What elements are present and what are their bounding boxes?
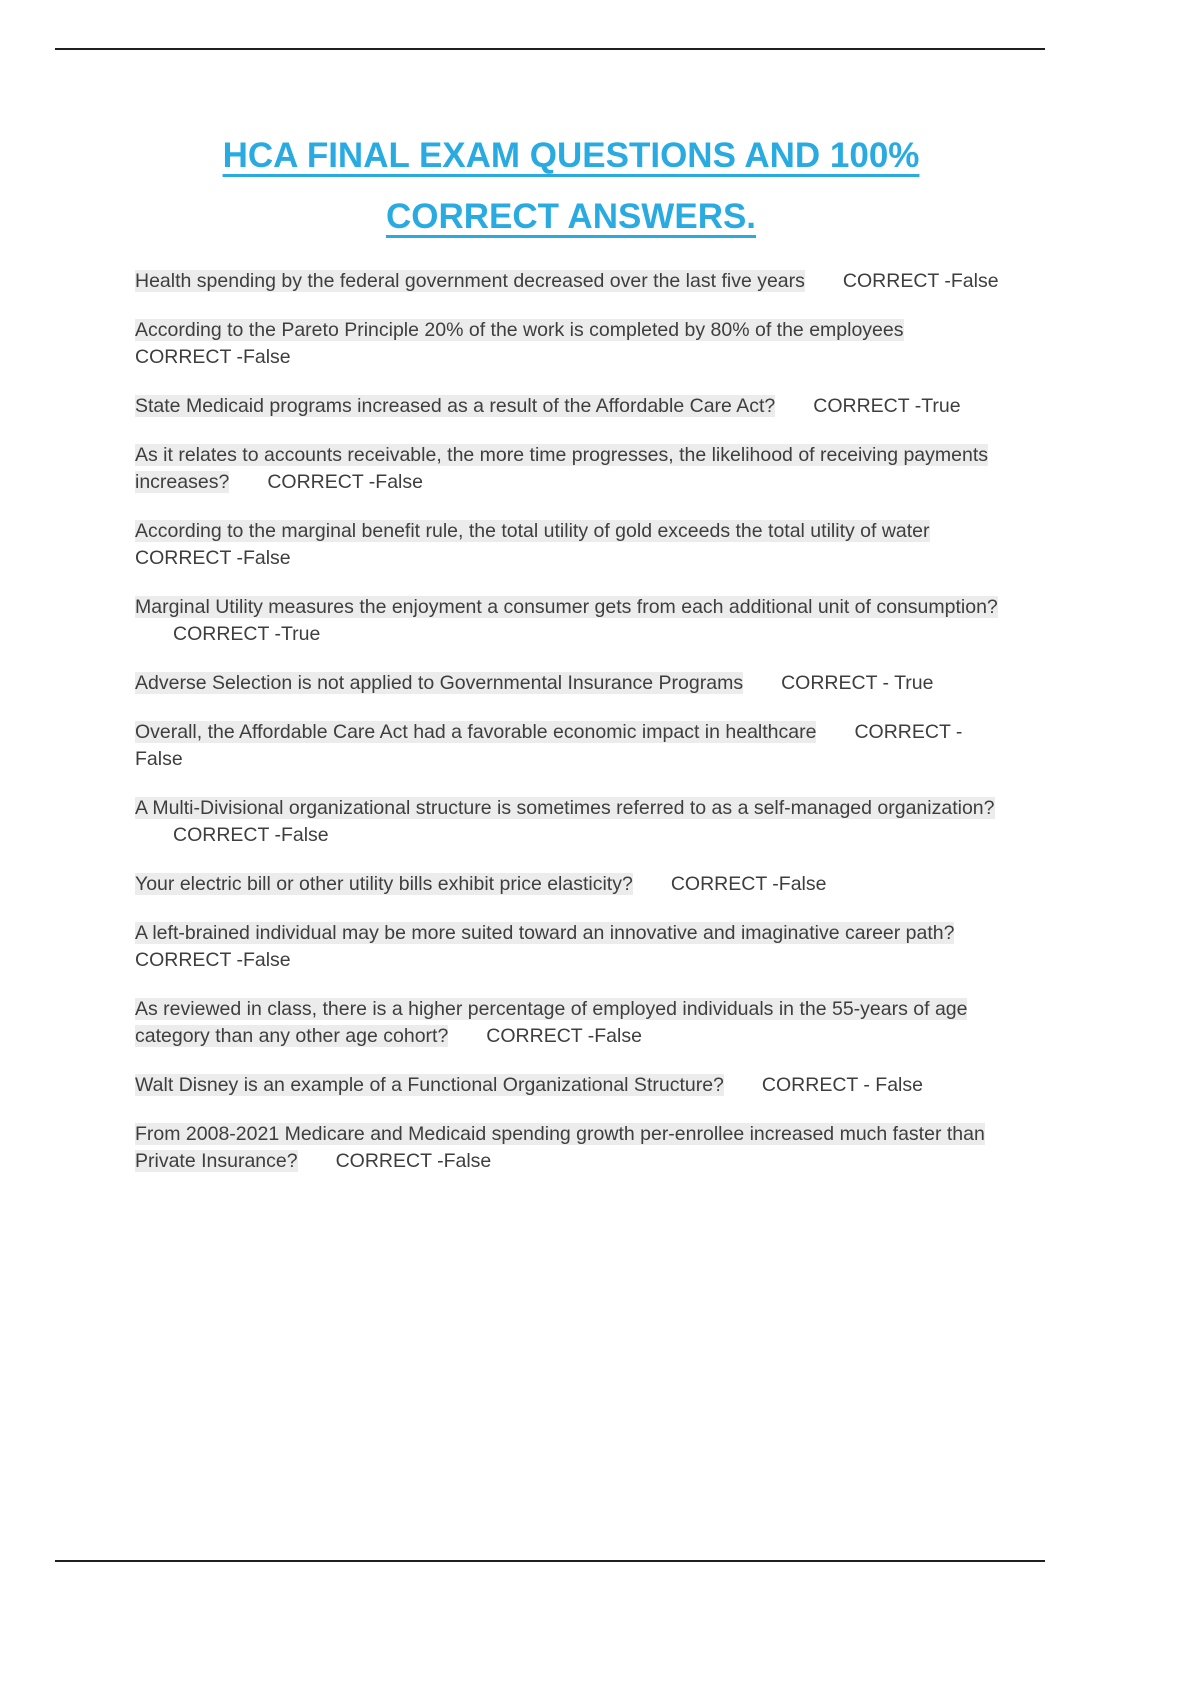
- footer-rule: [55, 1560, 1045, 1562]
- qa-list: [135, 268, 1007, 1175]
- question-text: A left-brained individual may be more suited toward an innovative and imaginative career path?: [135, 922, 955, 944]
- question-text: According to the marginal benefit rule, the total utility of gold exceeds the total utility of water: [135, 520, 930, 542]
- qa-item: [135, 795, 1007, 849]
- question-text: As reviewed in class, there is a higher percentage of employed individuals in the 55-years of age category than any other age cohort?: [135, 998, 968, 1047]
- qa-item: [135, 594, 1007, 648]
- qa-item: [135, 871, 1007, 898]
- answer-text: CORRECT -False: [135, 346, 291, 368]
- answer-text: CORRECT -True: [813, 395, 961, 417]
- question-text: Your electric bill or other utility bills exhibit price elasticity?: [135, 873, 633, 895]
- page-title-line-1: HCA FINAL EXAM QUESTIONS AND 100%: [222, 136, 920, 175]
- page-content: [135, 138, 1007, 1197]
- question-text: Adverse Selection is not applied to Governmental Insurance Programs: [135, 672, 744, 694]
- question-text: State Medicaid programs increased as a result of the Affordable Care Act?: [135, 395, 776, 417]
- qa-item: [135, 920, 1007, 974]
- qa-item: [135, 1072, 1007, 1099]
- question-text: As it relates to accounts receivable, the more time progresses, the likelihood of receiving payments increases?: [135, 444, 989, 493]
- question-text: According to the Pareto Principle 20% of the work is completed by 80% of the employees: [135, 319, 904, 341]
- question-text: Health spending by the federal government decreased over the last five years: [135, 270, 805, 292]
- page-title-line-2: CORRECT ANSWERS.: [385, 197, 757, 236]
- answer-text: CORRECT -False: [267, 471, 423, 493]
- qa-item: [135, 518, 1007, 572]
- question-text: Walt Disney is an example of a Functional Organizational Structure?: [135, 1074, 724, 1096]
- qa-item: [135, 317, 1007, 371]
- answer-text: CORRECT -False: [670, 873, 827, 895]
- answer-text: CORRECT -False: [486, 1025, 642, 1047]
- answer-text: CORRECT -True: [173, 623, 321, 645]
- question-text: From 2008-2021 Medicare and Medicaid spending growth per-enrollee increased much faster than Private Insurance?: [135, 1123, 985, 1172]
- answer-text: CORRECT -False: [135, 547, 291, 569]
- answer-text: CORRECT -False: [335, 1150, 492, 1172]
- answer-text: CORRECT - False: [761, 1074, 923, 1096]
- qa-item: [135, 719, 1007, 773]
- question-text: Overall, the Affordable Care Act had a favorable economic impact in healthcare: [135, 721, 817, 743]
- answer-text: CORRECT -False: [135, 721, 963, 770]
- qa-item: [135, 393, 1007, 420]
- page-title: [135, 138, 1007, 234]
- question-text: A Multi-Divisional organizational structure is sometimes referred to as a self-managed organization?: [135, 797, 995, 819]
- qa-item: [135, 1121, 1007, 1175]
- qa-item: [135, 442, 1007, 496]
- qa-item: [135, 268, 1007, 295]
- qa-item: [135, 670, 1007, 697]
- header-rule: [55, 48, 1045, 50]
- answer-text: CORRECT - True: [781, 672, 934, 694]
- answer-text: CORRECT -False: [135, 949, 291, 971]
- question-text: Marginal Utility measures the enjoyment a consumer gets from each additional unit of consumption?: [135, 596, 998, 618]
- answer-text: CORRECT -False: [842, 270, 999, 292]
- answer-text: CORRECT -False: [173, 824, 329, 846]
- qa-item: [135, 996, 1007, 1050]
